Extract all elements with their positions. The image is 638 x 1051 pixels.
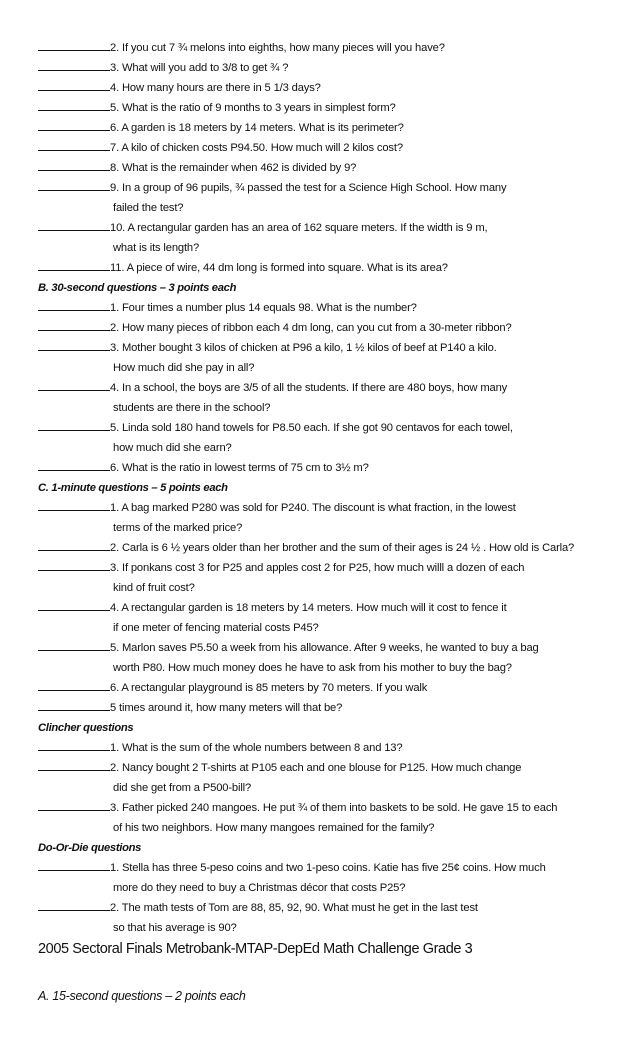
answer-blank[interactable] [38, 741, 110, 751]
answer-blank[interactable] [38, 901, 110, 911]
question-continuation: so that his average is 90? [113, 922, 237, 934]
answer-blank[interactable] [38, 261, 110, 271]
section-a-question-4 [38, 101, 396, 115]
question-number: 10. [110, 222, 126, 234]
section-c-heading: C. 1-minute questions – 5 points each [38, 482, 228, 494]
question-text: In a school, the boys are 3/5 of all the students. If there are 480 boys, how many [119, 382, 508, 394]
question-number: 5. [110, 642, 120, 654]
answer-blank[interactable] [38, 501, 110, 511]
section-c-question-3 [38, 561, 524, 575]
answer-blank[interactable] [38, 701, 110, 711]
question-number: 3. [110, 802, 120, 814]
section-b-question-4 [38, 381, 507, 395]
question-text: What is the remainder when 462 is divided by 9? [119, 162, 357, 174]
answer-blank[interactable] [38, 61, 110, 71]
question-number: 5. [110, 422, 120, 434]
answer-blank[interactable] [38, 301, 110, 311]
answer-blank[interactable] [38, 321, 110, 331]
question-text: Father picked 240 mangoes. He put ¾ of them into baskets to be sold. He gave 15 to each [119, 802, 558, 814]
question-text: What is the ratio in lowest terms of 75 cm to 3½ m? [119, 462, 369, 474]
question-text: Marlon saves P5.50 a week from his allowance. After 9 weeks, he wanted to buy a bag [119, 642, 539, 654]
do-or-die-heading: Do-Or-Die questions [38, 842, 142, 854]
question-text: If ponkans cost 3 for P25 and apples cost 2 for P25, how much willl a dozen of each [119, 562, 525, 574]
answer-blank[interactable] [38, 561, 110, 571]
clincher-question-3 [38, 801, 557, 815]
answer-blank[interactable] [38, 41, 110, 51]
question-number: 2. [110, 322, 120, 334]
question-number: 6. [110, 462, 120, 474]
answer-blank[interactable] [38, 541, 110, 551]
answer-blank[interactable] [38, 801, 110, 811]
question-continuation: more do they need to buy a Christmas décor that costs P25? [113, 882, 406, 894]
question-continuation: did she get from a P500-bill? [113, 782, 252, 794]
answer-blank[interactable] [38, 181, 110, 191]
question-text: A rectangular garden has an area of 162 square meters. If the width is 9 m, [125, 222, 488, 234]
question-continuation: if one meter of fencing material costs P45? [113, 622, 319, 634]
section-c-question-2 [38, 541, 574, 555]
question-continuation: students are there in the school? [113, 402, 271, 414]
question-text: A garden is 18 meters by 14 meters. What is its perimeter? [119, 122, 404, 134]
question-number: 2. [110, 542, 120, 554]
section-a-question-8 [38, 181, 506, 195]
section-b-question-3 [38, 341, 497, 355]
section-a-question-1 [38, 41, 445, 55]
contest-title [38, 940, 472, 958]
answer-blank[interactable] [38, 381, 110, 391]
question-number: 3. [110, 62, 120, 74]
answer-blank[interactable] [38, 681, 110, 691]
question-number: 6. [110, 122, 120, 134]
question-number: 2. [110, 762, 120, 774]
section-a-question-7 [38, 161, 356, 175]
question-text: Mother bought 3 kilos of chicken at P96 a kilo, 1 ½ kilos of beef at P140 a kilo. [119, 342, 497, 354]
answer-blank[interactable] [38, 341, 110, 351]
question-number: 3. [110, 342, 120, 354]
question-text: A rectangular garden is 18 meters by 14 meters. How much will it cost to fence it [119, 602, 507, 614]
question-number: 9. [110, 182, 120, 194]
section-c-question-4 [38, 601, 507, 615]
question-continuation: what is its length? [113, 242, 200, 254]
section-a-question-6 [38, 141, 403, 155]
question-number: 1. [110, 502, 120, 514]
question-number: 1. [110, 302, 120, 314]
question-continuation: of his two neighbors. How many mangoes remained for the family? [113, 822, 435, 834]
question-text: The math tests of Tom are 88, 85, 92, 90. What must he get in the last test [119, 902, 478, 914]
answer-blank[interactable] [38, 421, 110, 431]
clincher-question-2 [38, 761, 521, 775]
do-or-die-question-2 [38, 901, 478, 915]
section-b-question-1 [38, 301, 417, 315]
question-text: times around it, how many meters will that be? [116, 702, 343, 714]
question-number: 5 [110, 702, 117, 714]
answer-blank[interactable] [38, 81, 110, 91]
question-text: If you cut 7 ¾ melons into eighths, how many pieces will you have? [119, 42, 445, 54]
contest-title-rest: Metrobank-MTAP-DepEd Math Challenge Grade 3 [165, 941, 473, 957]
section-b-question-6 [38, 461, 369, 475]
section-a-question-5 [38, 121, 404, 135]
question-number: 7. [110, 142, 120, 154]
answer-blank[interactable] [38, 121, 110, 131]
section-a-question-9 [38, 221, 487, 235]
do-or-die-question-1 [38, 861, 546, 875]
section-c-question-5 [38, 641, 539, 655]
section-a-question-2 [38, 61, 288, 75]
question-number: 1. [110, 862, 120, 874]
section-a-question-3 [38, 81, 321, 95]
question-text: How many pieces of ribbon each 4 dm long, can you cut from a 30-meter ribbon? [119, 322, 512, 334]
question-text: In a group of 96 pupils, ¾ passed the test for a Science High School. How many [119, 182, 507, 194]
question-text: A rectangular playground is 85 meters by 70 meters. If you walk [119, 682, 428, 694]
question-number: 2. [110, 42, 120, 54]
question-number: 3. [110, 562, 120, 574]
question-number: 1. [110, 742, 120, 754]
answer-blank[interactable] [38, 161, 110, 171]
question-text: A bag marked P280 was sold for P240. The discount is what fraction, in the lowest [119, 502, 516, 514]
answer-blank[interactable] [38, 601, 110, 611]
question-text: Stella has three 5-peso coins and two 1-peso coins. Katie has five 25¢ coins. How much [119, 862, 546, 874]
section-c-question-1 [38, 501, 516, 515]
question-text: Nancy bought 2 T-shirts at P105 each and one blouse for P125. How much change [119, 762, 522, 774]
question-text: Four times a number plus 14 equals 98. What is the number? [119, 302, 417, 314]
question-continuation: failed the test? [113, 202, 184, 214]
answer-blank[interactable] [38, 141, 110, 151]
answer-blank[interactable] [38, 461, 110, 471]
section-c-question-7 [38, 701, 342, 715]
answer-blank[interactable] [38, 861, 110, 871]
question-text: A kilo of chicken costs P94.50. How much will 2 kilos cost? [119, 142, 403, 154]
section-c-question-6 [38, 681, 427, 695]
question-number: 4. [110, 382, 120, 394]
question-continuation: worth P80. How much money does he have to ask from his mother to buy the bag? [113, 662, 512, 674]
question-continuation: How much did she pay in all? [113, 362, 255, 374]
answer-blank[interactable] [38, 641, 110, 651]
section-b-question-5 [38, 421, 513, 435]
question-text: What is the sum of the whole numbers between 8 and 13? [119, 742, 403, 754]
answer-blank[interactable] [38, 761, 110, 771]
question-text: A piece of wire, 44 dm long is formed into square. What is its area? [124, 262, 448, 274]
question-text: Carla is 6 ½ years older than her brother and the sum of their ages is 24 ½ . How old is Carla? [119, 542, 575, 554]
question-continuation: terms of the marked price? [113, 522, 243, 534]
contest-title-bold: 2005 Sectoral Finals [38, 941, 163, 957]
question-continuation: kind of fruit cost? [113, 582, 195, 594]
question-number: 11. [110, 262, 125, 274]
question-number: 6. [110, 682, 120, 694]
question-number: 2. [110, 902, 120, 914]
question-number: 5. [110, 102, 120, 114]
clincher-question-1 [38, 741, 402, 755]
question-number: 8. [110, 162, 120, 174]
question-continuation: how much did she earn? [113, 442, 232, 454]
section-b-question-2 [38, 321, 512, 335]
clincher-heading: Clincher questions [38, 722, 134, 734]
section-b-heading: B. 30-second questions – 3 points each [38, 282, 237, 294]
section-a-question-10 [38, 261, 448, 275]
question-text: What is the ratio of 9 months to 3 years in simplest form? [119, 102, 396, 114]
question-number: 4. [110, 602, 120, 614]
answer-blank[interactable] [38, 101, 110, 111]
question-number: 4. [110, 82, 120, 94]
answer-blank[interactable] [38, 221, 110, 231]
question-text: What will you add to 3/8 to get ¾ ? [119, 62, 289, 74]
section-a-heading: A. 15-second questions – 2 points each [38, 989, 246, 1003]
question-text: How many hours are there in 5 1/3 days? [119, 82, 321, 94]
question-text: Linda sold 180 hand towels for P8.50 each. If she got 90 centavos for each towel, [119, 422, 513, 434]
